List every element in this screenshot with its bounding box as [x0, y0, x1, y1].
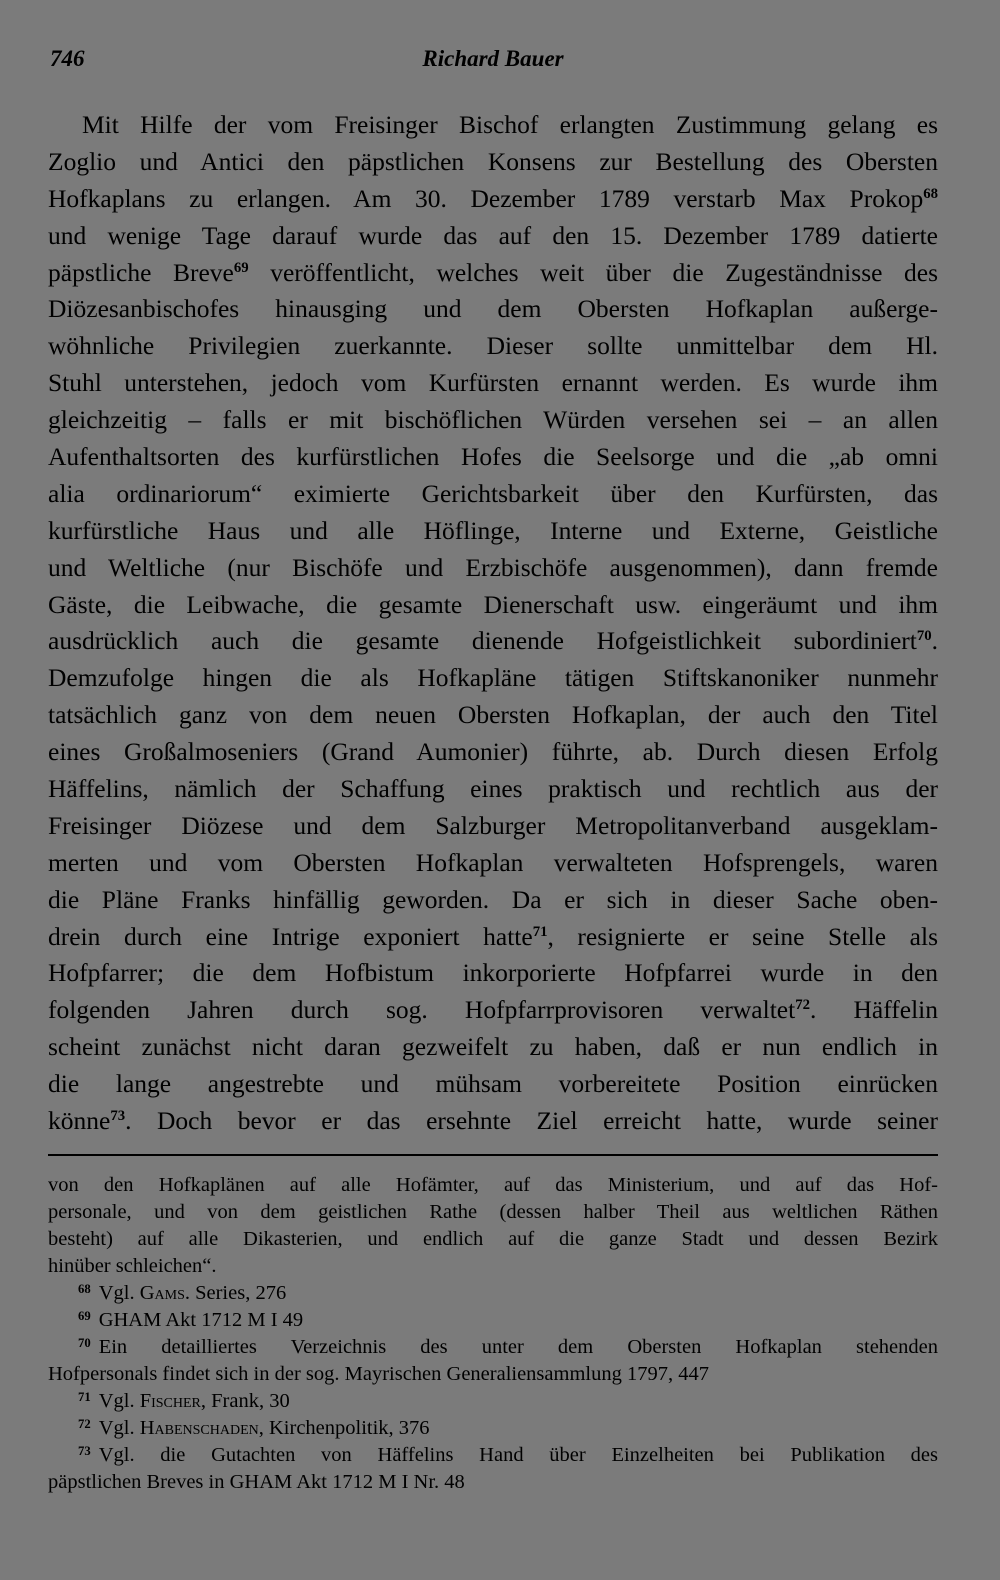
footnote-68: $^{68}$ Vgl. Gams. Series, 276: [78, 1281, 287, 1304]
footnote-ref[interactable]: 72: [795, 997, 810, 1014]
footnote-ref[interactable]: 70: [916, 628, 932, 645]
body-line: könne$^{73}$. Doch bevor er das ersehnte Ziel erreicht hatte, wurde seiner: [48, 1106, 938, 1136]
footnote-ref[interactable]: 73: [110, 1108, 126, 1125]
body-line: päpstliche Breve$^{69}$ veröffentlicht, welches weit über die Zugeständnisse des: [48, 257, 938, 287]
footnote-70-continuation: Hofpersonals findet sich in der sog. Mayrischen Generaliensammlung 1797, 447: [48, 1362, 709, 1385]
body-line: ausdrücklich auch die gesamte dienende Hofgeistlichkeit subordiniert$^{70}$.: [48, 626, 938, 656]
footnote-continuation-line: personale, und von dem geistlichen Rathe (dessen halber Theil aus weltlichen Räthen: [48, 1200, 938, 1223]
running-head: [48, 40, 938, 76]
body-line: eines Großalmoseniers (Grand Aumonier) führte, ab. Durch diesen Erfolg: [48, 737, 938, 767]
footnote-number: 73: [78, 1443, 91, 1458]
footnotes: [48, 1172, 938, 1496]
footnote-70: $^{70}$ Ein detailliertes Verzeichnis des unter dem Obersten Hofkaplan stehenden: [78, 1335, 938, 1358]
body-line: tatsächlich ganz von dem neuen Obersten Hofkaplan, der auch den Titel: [48, 700, 938, 730]
footnote-ref[interactable]: 69: [233, 259, 249, 276]
body-line: alia ordinariorum“ eximierte Gerichtsbarkeit über den Kurfürsten, das: [48, 478, 938, 508]
body-line: Mit Hilfe der vom Freisinger Bischof erlangten Zustimmung gelang es: [82, 110, 938, 139]
footnote-73-continuation: päpstlichen Breves in GHAM Akt 1712 M I Nr. 48: [48, 1470, 465, 1493]
footnote-number: 68: [78, 1281, 91, 1296]
body-line: Hofkaplans zu erlangen. Am 30. Dezember 1789 verstarb Max Prokop$^{68}$: [48, 183, 938, 213]
body-line: die Pläne Franks hinfällig geworden. Da er sich in dieser Sache oben-: [48, 884, 938, 914]
footnote-69: $^{69}$ GHAM Akt 1712 M I 49: [78, 1308, 304, 1331]
footnote-number: 72: [78, 1416, 91, 1431]
body-line: Freisinger Diözese und dem Salzburger Metropolitanverband ausgeklam-: [48, 810, 938, 840]
body-line: scheint zunächst nicht daran gezweifelt zu haben, daß er nun endlich in: [48, 1032, 938, 1062]
body-line: und Weltliche (nur Bischöfe und Erzbischöfe ausgenommen), dann fremde: [48, 552, 938, 582]
body-line: Gäste, die Leibwache, die gesamte Dienerschaft usw. eingeräumt und ihm: [48, 589, 938, 619]
footnote-ref[interactable]: 68: [923, 185, 938, 202]
running-title: Richard Bauer: [422, 46, 564, 71]
footnote-rule: [48, 1154, 938, 1156]
body-paragraph: [48, 107, 938, 1140]
body-line: die lange angestrebte und mühsam vorbereitete Position einrücken: [48, 1069, 938, 1099]
body-line: gleichzeitig – falls er mit bischöflichen Würden versehen sei – an allen: [48, 405, 938, 435]
footnote-72: $^{72}$ Vgl. Habenschaden, Kirchenpolitik, 376: [78, 1416, 430, 1439]
body-line: Häffelins, nämlich der Schaffung eines praktisch und rechtlich aus der: [48, 774, 938, 804]
document-page: [48, 40, 938, 1496]
body-line: Demzufolge hingen die als Hofkapläne tätigen Stiftskanoniker nunmehr: [48, 663, 938, 693]
footnote-number: 71: [78, 1389, 91, 1404]
footnote-73: $^{73}$ Vgl. die Gutachten von Häffelins Hand über Einzelheiten bei Publikation des: [78, 1443, 938, 1466]
body-line: und wenige Tage darauf wurde das auf den 15. Dezember 1789 datierte: [48, 220, 938, 250]
footnote-number: 70: [78, 1335, 91, 1350]
footnote-number: 69: [78, 1308, 91, 1323]
body-line: Zoglio und Antici den päpstlichen Konsens zur Bestellung des Obersten: [48, 146, 938, 176]
footnote-ref[interactable]: 71: [532, 923, 548, 940]
footnote-continuation-line: von den Hofkaplänen auf alle Hofämter, auf das Ministerium, und auf das Hof-: [48, 1173, 938, 1196]
footnote-continuation-line: hinüber schleichen“.: [48, 1254, 217, 1277]
body-line: folgenden Jahren durch sog. Hofpfarrprovisoren verwaltet$^{72}$. Häffelin: [48, 995, 938, 1025]
body-line: kurfürstliche Haus und alle Höflinge, Interne und Externe, Geistliche: [48, 515, 938, 545]
body-line: wöhnliche Privilegien zuerkannte. Dieser sollte unmittelbar dem Hl.: [48, 331, 938, 361]
body-line: Stuhl unterstehen, jedoch vom Kurfürsten ernannt werden. Es wurde ihm: [48, 368, 938, 398]
footnote-71: $^{71}$ Vgl. Fischer, Frank, 30: [78, 1389, 290, 1412]
page-number: 746: [50, 46, 85, 71]
footnote-continuation-line: besteht) auf alle Dikasterien, und endlich auf die ganze Stadt und dessen Bezirk: [48, 1227, 938, 1250]
body-line: Diözesanbischofes hinausging und dem Obersten Hofkaplan außerge-: [48, 294, 938, 324]
body-line: merten und vom Obersten Hofkaplan verwalteten Hofsprengels, waren: [48, 847, 938, 877]
body-line: Aufenthaltsorten des kurfürstlichen Hofes die Seelsorge und die „ab omni: [48, 442, 938, 472]
body-line: drein durch eine Intrige exponiert hatte$^{71}$, resignierte er seine Stelle als: [48, 921, 938, 951]
body-line: Hofpfarrer; die dem Hofbistum inkorporierte Hofpfarrei wurde in den: [48, 958, 938, 988]
